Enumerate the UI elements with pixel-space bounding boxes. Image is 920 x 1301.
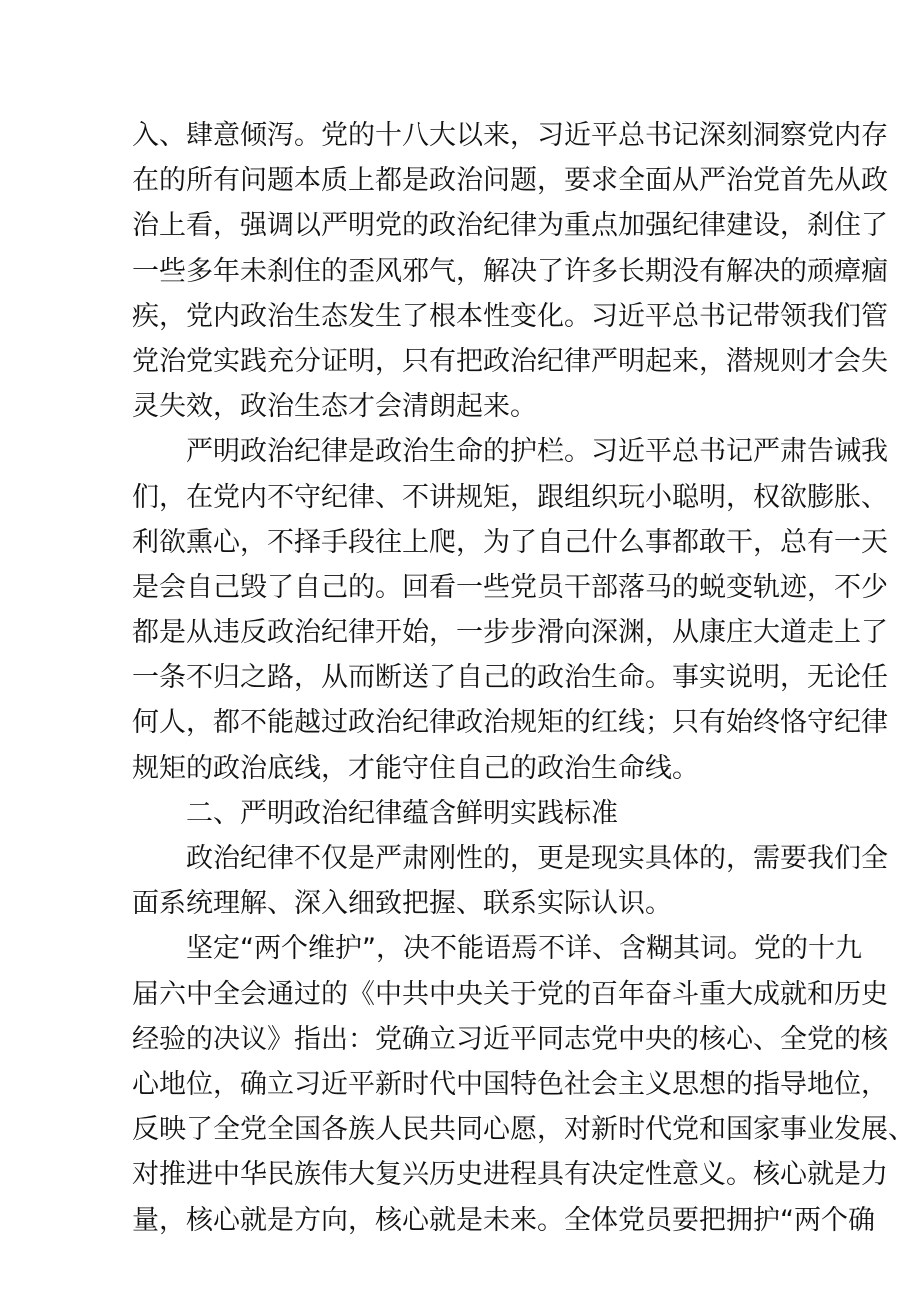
body-text — [132, 113, 915, 1243]
text-line: 坚定“两个维护”，决不能语焉不详、含糊其词。党的十九 — [186, 933, 862, 965]
text-line: 政治纪律不仅是严肃刚性的，更是现实具体的，需要我们全 — [186, 843, 888, 874]
text-line: 经验的决议》指出：党确立习近平同志党中央的核心、全党的核 — [132, 1023, 888, 1055]
text-line: 一条不归之路，从而断送了自己的政治生命。事实说明，无论任 — [132, 662, 888, 694]
text-line: 面系统理解、深入细致把握、联系实际认识。 — [132, 888, 672, 920]
text-line: 治上看，强调以严明党的政治纪律为重点加强纪律建设，刹住了 — [132, 210, 888, 242]
text-line: 在的所有问题本质上都是政治问题，要求全面从严治党首先从政 — [132, 165, 888, 197]
text-line: 反映了全党全国各族人民共同心愿，对新时代党和国家事业发展、 — [132, 1114, 915, 1146]
text-line: 一些多年未刹住的歪风邪气，解决了许多长期没有解决的顽瘴痼 — [132, 255, 888, 287]
text-line: 灵失效，政治生态才会清朗起来。 — [132, 391, 537, 423]
text-line: 严明政治纪律是政治生命的护栏。习近平总书记严肃告诫我 — [186, 436, 888, 468]
text-line: 届六中全会通过的《中共中央关于党的百年奋斗重大成就和历史 — [132, 978, 888, 1010]
text-line: 是会自己毁了自己的。回看一些党员干部落马的蜕变轨迹，不少 — [132, 571, 888, 603]
text-line: 量，核心就是方向，核心就是未来。全体党员要把拥护“两个确 — [132, 1204, 875, 1236]
text-line: 都是从违反政治纪律开始，一步步滑向深渊，从康庄大道走上了 — [132, 617, 888, 649]
text-line: 入、肆意倾泻。党的十八大以来，习近平总书记深刻洞察党内存 — [132, 120, 888, 151]
text-line: 心地位，确立习近平新时代中国特色社会主义思想的指导地位， — [132, 1068, 888, 1100]
text-line: 规矩的政治底线，才能守住自己的政治生命线。 — [132, 752, 699, 784]
text-line: 二、严明政治纪律蕴含鲜明实践标准 — [186, 797, 618, 829]
text-line: 对推进中华民族伟大复兴历史进程具有决定性意义。核心就是力 — [132, 1159, 888, 1191]
text-line: 们，在党内不守纪律、不讲规矩，跟组织玩小聪明，权欲膨胀、 — [132, 481, 888, 513]
text-line: 疾，党内政治生态发生了根本性变化。习近平总书记带领我们管 — [132, 300, 888, 332]
text-line: 何人，都不能越过政治纪律政治规矩的红线；只有始终恪守纪律 — [132, 707, 888, 739]
text-line: 党治党实践充分证明，只有把政治纪律严明起来，潜规则才会失 — [132, 345, 888, 377]
text-line: 利欲熏心，不择手段往上爬，为了自己什么事都敢干，总有一天 — [132, 526, 888, 558]
